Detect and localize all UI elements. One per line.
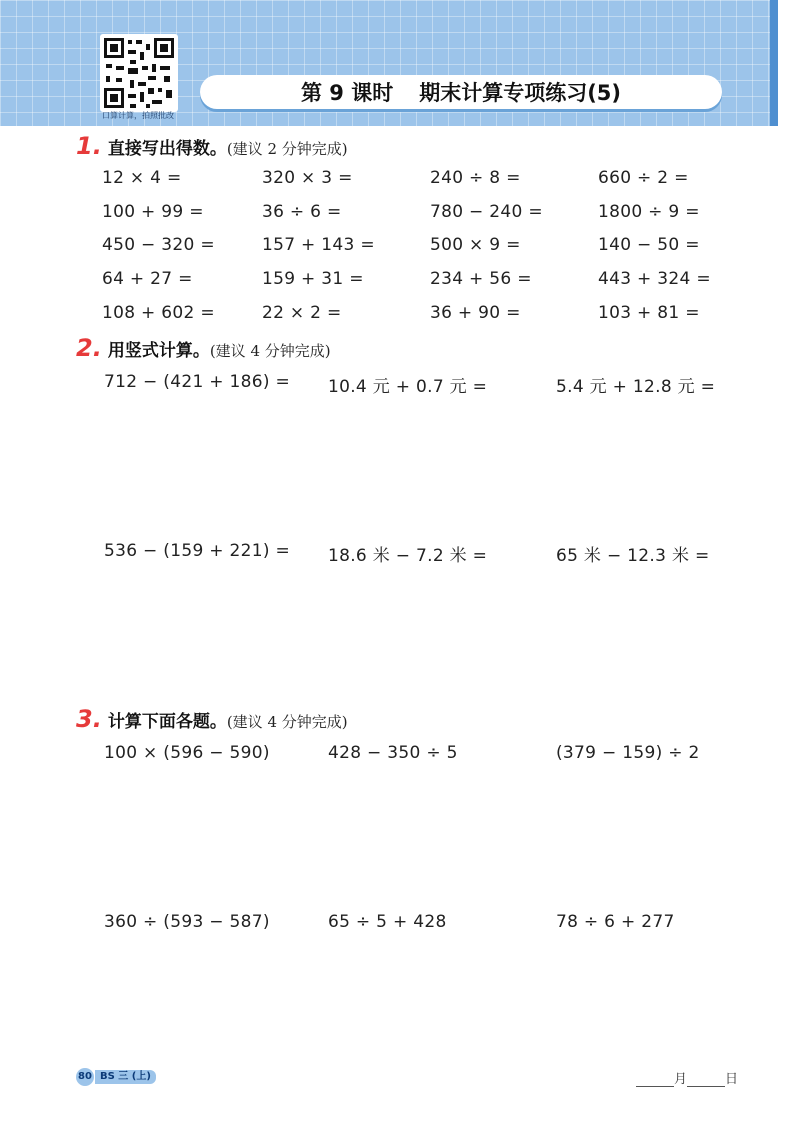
exercise-item: 240 ÷ 8 = xyxy=(430,168,521,188)
lesson-topic: 期末计算专项练习(5) xyxy=(419,81,622,105)
date-fill-in xyxy=(636,1068,738,1087)
exercise-item: 443 + 324 = xyxy=(598,269,711,289)
header-edge-strip xyxy=(770,0,778,126)
qr-caption: 口算计算，拍照批改 xyxy=(102,111,174,120)
exercise-item: 140 − 50 = xyxy=(598,235,700,255)
exercise-item: 65 米 − 12.3 米 = xyxy=(556,546,710,566)
exercise-item: 360 ÷ (593 − 587) xyxy=(104,912,270,932)
exercise-item: 103 + 81 = xyxy=(598,303,700,323)
exercise-item: 78 ÷ 6 + 277 xyxy=(556,912,675,932)
section-title: 直接写出得数。 xyxy=(107,139,227,159)
qr-code-icon[interactable] xyxy=(100,34,178,112)
section-number: 2. xyxy=(76,334,102,362)
section-time-note: (建议 4 分钟完成) xyxy=(226,713,348,731)
exercise-item: 500 × 9 = xyxy=(430,235,521,255)
month-blank[interactable] xyxy=(636,1072,674,1087)
section-3-heading xyxy=(76,705,348,733)
exercise-item: 64 + 27 = xyxy=(102,269,193,289)
exercise-item: 159 + 31 = xyxy=(262,269,364,289)
exercise-item: 1800 ÷ 9 = xyxy=(598,202,700,222)
section-time-note: (建议 2 分钟完成) xyxy=(226,140,348,158)
day-label: 日 xyxy=(725,1072,739,1087)
exercise-item: 780 − 240 = xyxy=(430,202,543,222)
exercise-item: 65 ÷ 5 + 428 xyxy=(328,912,447,932)
exercise-item: 536 − (159 + 221) = xyxy=(104,541,291,561)
exercise-item: 22 × 2 = xyxy=(262,303,342,323)
exercise-item: 100 + 99 = xyxy=(102,202,204,222)
exercise-item: 100 × (596 − 590) xyxy=(104,743,270,763)
exercise-item: 18.6 米 − 7.2 米 = xyxy=(328,546,488,566)
exercise-item: 450 − 320 = xyxy=(102,235,215,255)
exercise-item: 660 ÷ 2 = xyxy=(598,168,689,188)
exercise-item: 12 × 4 = xyxy=(102,168,182,188)
exercise-item: 5.4 元 + 12.8 元 = xyxy=(556,377,716,397)
day-blank[interactable] xyxy=(687,1072,725,1087)
page-number: 80 xyxy=(76,1068,94,1086)
section-number: 1. xyxy=(76,132,102,160)
exercise-item: 108 + 602 = xyxy=(102,303,215,323)
section-2-heading xyxy=(76,334,331,362)
exercise-item: 320 × 3 = xyxy=(262,168,353,188)
lesson-title-bar xyxy=(200,75,722,109)
exercise-item: 36 + 90 = xyxy=(430,303,521,323)
grade-badge: BS 三 (上) xyxy=(95,1070,156,1084)
section-title: 用竖式计算。 xyxy=(107,341,210,361)
exercise-item: 36 ÷ 6 = xyxy=(262,202,342,222)
lesson-number: 第 9 课时 xyxy=(300,81,394,105)
section-title: 计算下面各题。 xyxy=(107,712,227,732)
exercise-item: 428 − 350 ÷ 5 xyxy=(328,743,458,763)
section-time-note: (建议 4 分钟完成) xyxy=(209,342,331,360)
exercise-item: (379 − 159) ÷ 2 xyxy=(556,743,700,763)
exercise-item: 712 − (421 + 186) = xyxy=(104,372,291,392)
month-label: 月 xyxy=(674,1072,688,1087)
exercise-item: 234 + 56 = xyxy=(430,269,532,289)
section-1-heading xyxy=(76,132,348,160)
exercise-item: 10.4 元 + 0.7 元 = xyxy=(328,377,488,397)
exercise-item: 157 + 143 = xyxy=(262,235,375,255)
section-number: 3. xyxy=(76,705,102,733)
